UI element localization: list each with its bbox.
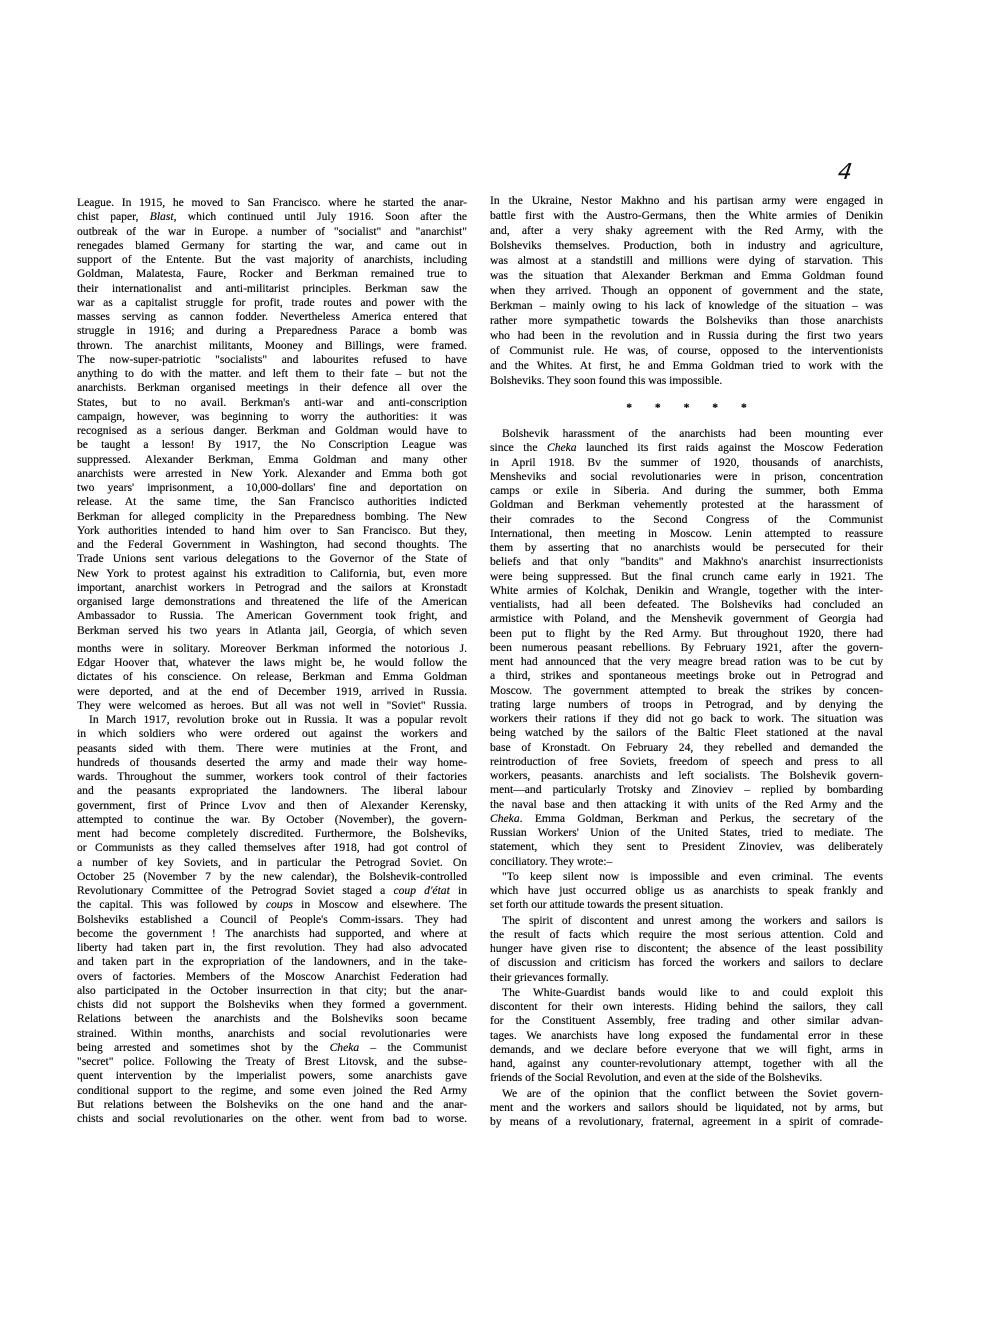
text-line: White armies of Kolchak, Denikin and Wrangle, together with the inter- [490, 583, 883, 597]
text-line: Bolshevik harassment of the anarchists had been mounting ever [502, 427, 883, 440]
text-line: League. In 1915, he moved to San Francisco. where he started the anar- [77, 196, 467, 209]
text-segment: Revolutionary Committee of the Petrograd Soviet staged a [77, 884, 394, 897]
text-line: base of Kronstadt. On February 24, they rebelled and demanded the [490, 740, 883, 754]
text-line: ment had announced that the very meagre bread ration was to be cut by [490, 655, 883, 668]
text-line: strained. Within months, anarchists and social revolutionaries were [77, 1026, 467, 1040]
text-line: and the Federal Government in Washington, had second thoughts. The [77, 538, 467, 551]
text-line: their grievances formally. [490, 970, 609, 984]
text-line: struggle in 1916; and during a Preparedness Parace a bomb was [77, 324, 467, 338]
text-line: hand, against any counter-revolutionary attempt, together with all the [490, 1057, 883, 1070]
text-line: ment—and particularly Trotsky and Zinoviev – replied by bombarding [490, 783, 883, 797]
text-line [77, 884, 467, 898]
text-line: months were in solitary. Moreover Berkman informed the notorious J. [77, 641, 467, 655]
text-line: in which soldiers who were ordered out against the workers and [77, 727, 467, 741]
text-line [490, 441, 883, 455]
paragraph [490, 193, 883, 388]
text-line: The spirit of discontent and unrest among the workers and sailors is [502, 913, 883, 927]
text-line: being watched by the sailors of the Baltic Fleet stationed at the naval [490, 726, 883, 740]
text-line: Bolsheviks established a Council of People's Comm-issars. They had [77, 912, 467, 926]
text-line: They were welcomed as heroes. But all was not well in "Soviet" Russia. [77, 698, 467, 712]
text-line: was the situation that Alexander Berkman and Emma Goldman found [490, 269, 883, 282]
text-line: attempted to continue the war. By October (November), the govern- [77, 812, 467, 826]
text-segment: – the Communist [359, 1040, 467, 1054]
text-line: armistice with Poland, and the Menshevik government of Georgia had [490, 612, 883, 626]
text-line: York authorities intended to hand him over to San Francisco. But they, [77, 523, 467, 537]
section-break-asterisks: * * * * * [626, 401, 757, 414]
text-line: release. At the same time, the San Francisco authorities indicted [77, 495, 467, 509]
text-line: October 25 (November 7 by the new calendar), the Bolshevik-controlled [77, 869, 467, 883]
text-segment: . Emma Goldman, Berkman and Perkus, the secretary of the [519, 811, 883, 825]
text-line: camps or exile in Siberia. And during the summer, both Emma [490, 484, 883, 497]
text-line: beliefs and that only "bandits" and Makhno's anarchist insurrectionists [490, 555, 883, 569]
text-line: the result of facts which require the most serious attention. Cold and [490, 927, 883, 941]
text-line: which have just occurred oblige us as anarchists to speak frankly and [490, 884, 883, 897]
text-line: when they arrived. Though an opponent of government and the state, [490, 284, 883, 297]
text-line: Edgar Hoover that, whatever the laws might be, he would follow the [77, 656, 467, 669]
text-line: States, but to no avail. Berkman's anti-war and anti-conscription [77, 395, 467, 409]
text-line: statement, which they sent to President Zinoviev, was deliberately [490, 840, 883, 854]
text-line: campaign, however, was beginning to worry the authorities: it was [77, 409, 467, 423]
handwritten-page-number: 4 [836, 160, 854, 185]
text-line: by means of a revolutionary, fraternal, agreement in a spirit of comrade- [490, 1115, 883, 1128]
italic-text: coups [265, 898, 293, 912]
text-line: the naval base and then attacking it with units of the Red Army and the [490, 797, 883, 811]
text-line: Berkman served his two years in Atlanta jail, Georgia, of which seven [77, 623, 467, 637]
text-line: demands, and we declare before everyone that we will fight, arms in [490, 1042, 883, 1056]
text-line: be taught a lesson! By 1917, the No Conscription League was [77, 438, 467, 452]
text-segment: since the [490, 441, 547, 455]
text-segment: in Moscow and elsewhere. The [292, 898, 467, 912]
text-line: "secret" police. Following the Treaty of Brest Litovsk, and the subse- [77, 1055, 467, 1068]
italic-text: Cheka [546, 441, 577, 455]
text-line: Russian Workers' Union of the United States, tried to mediate. The [490, 826, 883, 839]
text-line: war as a capitalist struggle for profit, trade routes and power with the [77, 295, 467, 309]
text-line: The now-super-patriotic "socialists" and labourites refused to have [77, 352, 467, 366]
text-line: been numerous peasant rebellions. By February 1921, after the govern- [490, 640, 883, 654]
text-line: were deported, and at the end of December 1919, arrived in Russia. [77, 684, 467, 698]
right-text-column [490, 193, 883, 1129]
text-line: suppressed. Alexander Berkman, Emma Goldman and many other [77, 452, 467, 466]
text-line: But relations between the Bolsheviks on the one hand and the anar- [77, 1097, 467, 1111]
text-line: ment had become completely discredited. Furthermore, the Bolsheviks, [77, 827, 467, 840]
text-line: and the Whites. At first, he and Emma Goldman tried to work with the [490, 359, 883, 372]
text-line: conciliatory. They wrote:– [490, 854, 613, 868]
paragraph [490, 986, 883, 1086]
text-segment: launched its first raids against the Moscow Federation [576, 441, 883, 455]
text-line: set forth our attitude towards the present situation. [490, 898, 724, 912]
text-line: or Communists as they called themselves after 1918, had got control of [77, 841, 467, 855]
text-line: Goldman, Malatesta, Faure, Rocker and Berkman remained true to [77, 267, 467, 281]
text-line: workers their rations if they did not go back to work. The situation was [490, 712, 883, 725]
text-line: masses serving as cannon fodder. Nevertheless America entered that [77, 310, 467, 323]
paragraph [77, 642, 467, 713]
text-line: New York to protest against his extradition to California, but, even more [77, 566, 467, 580]
paragraph [490, 870, 883, 913]
text-line: of Communist rule. He was, of course, opposed to the interventionists [490, 344, 883, 357]
text-line: anarchists. Berkman organised meetings in their defence all over the [77, 381, 467, 395]
text-line: overs of factories. Members of the Moscow Anarchist Federation had [77, 969, 467, 983]
text-line: International, then meeting in Moscow. Lenin attempted to reassure [490, 526, 883, 540]
text-line: outbreak of the war in Europe. a number of "socialist" and "anarchist" [77, 224, 467, 238]
text-segment: , which continued until July 1916. Soon after the [173, 210, 467, 224]
text-line: discontent for their own interests. Hiding behind the sailors, they call [490, 1000, 883, 1013]
text-line: a number of key Soviets, and in particular the Petrograd Soviet. On [77, 855, 467, 869]
text-line: thrown. The anarchist militants, Mooney and Billings, were framed. [77, 338, 467, 352]
italic-text: Cheka [490, 811, 520, 825]
text-line: their internationalist and anti-militarist principles. Berkman saw the [77, 281, 467, 295]
text-line: tages. We anarchists have long exposed the fundamental error in these [490, 1028, 883, 1042]
text-line: government, first of Prince Lvov and then of Alexander Kerensky, [77, 798, 467, 812]
text-line: a third, strikes and spontaneous meetings broke out in Petrograd and [490, 669, 883, 683]
text-line: of discussion and criticism has forced the workers and sailors to declare [490, 956, 883, 970]
paragraph [77, 713, 467, 1126]
italic-text: coup d'état [393, 884, 450, 897]
text-line: conditional support to the regime, and some even joined the Red Army [77, 1083, 467, 1097]
text-line: and the peasants expropriated the landowners. The liberal labour [77, 784, 467, 798]
text-line: and taken part in the expropriation of the landowners, and in the take- [77, 955, 467, 969]
text-line: organised large demonstrations and threatened the life of the American [77, 595, 467, 608]
text-line: peasants sided with them. There were mutinies at the Front, and [77, 741, 467, 755]
text-line: hundreds of thousands deserted the army and made their way home- [77, 755, 467, 769]
text-line: Moscow. The government attempted to break the strikes by concen- [490, 683, 883, 697]
text-line: dictates of his conscience. On release, Berkman and Emma Goldman [77, 670, 467, 684]
text-line: been put to flight by the Red Army. But throughout 1920, there had [490, 626, 883, 640]
text-line: were being suppressed. But the final crunch came early in 1921. The [490, 569, 883, 583]
text-line: recognised as a serious danger. Berkman and Goldman would have to [77, 424, 467, 437]
text-line: Trade Unions sent various delegations to the Governor of the State of [77, 552, 467, 566]
paragraph [77, 196, 467, 638]
text-line: anything to do with the matter. and left them to their fate – but not the [77, 367, 467, 380]
text-line: Bolsheviks. They soon found this was impossible. [490, 374, 723, 387]
text-line: wards. Throughout the summer, workers took control of their factories [77, 770, 467, 783]
text-line: important, anarchist workers in Petrograd and the sailors at Kronstadt [77, 580, 467, 594]
text-line: for the Constituent Assembly, free trading and other similar advan- [490, 1014, 883, 1028]
text-line: and, after a very shaky agreement with the Red Army, with the [490, 224, 883, 237]
italic-text: Cheka [329, 1040, 360, 1054]
text-line: We are of the opinion that the conflict between the Soviet govern- [502, 1086, 883, 1100]
text-line: liberty had taken part in, the first revolution. They had also advocated [77, 941, 467, 954]
text-line [490, 812, 883, 826]
text-line: In the Ukraine, Nestor Makhno and his partisan army were engaged in [490, 194, 883, 207]
text-line: two years' imprisonment, a 10,000-dollars' fine and deportation on [77, 481, 467, 494]
left-text-column [77, 196, 467, 1126]
text-line: renegades blamed Germany for starting the war, and came out in [77, 238, 467, 252]
text-line: Berkman – mainly owing to his lack of knowledge of the situation – was [490, 299, 883, 312]
text-line: Mensheviks and social revolutionaries were in prison, concentration [490, 469, 883, 483]
text-line: ment and the workers and sailors should be liquidated, not by arms, but [490, 1100, 883, 1114]
text-line: quent intervention by the imperialist powers, some anarchists gave [77, 1069, 467, 1083]
text-line: hunger have given rise to discontent; the absence of the least possibility [490, 942, 883, 955]
text-line: rather more sympathetic towards the Bolsheviks than those anarchists [490, 314, 883, 327]
text-line [77, 210, 467, 224]
text-line: Goldman and Berkman vehemently protested at the harassment of [490, 498, 883, 512]
text-line: Bolsheviks themselves. Production, both in industry and agriculture, [490, 239, 883, 252]
text-line: Berkman for alleged complicity in the Preparedness bombing. The New [77, 509, 467, 523]
text-line: Ambassador to Russia. The American Government took fright, and [77, 609, 467, 623]
text-line: was almost at a standstill and millions were dying of starvation. This [490, 254, 883, 267]
text-segment: the capital. This was followed by [77, 898, 266, 912]
text-line: In March 1917, revolution broke out in Russia. It was a popular revolt [89, 713, 467, 726]
paragraph [490, 914, 883, 985]
text-line: who had been in the revolution and in Russia during the first two years [490, 329, 883, 342]
italic-text: Blast [149, 210, 174, 224]
text-line: reintroduction of free Soviets, freedom of speech and press to all [490, 754, 883, 768]
text-line: them by asserting that no anarchists would be persecuted for their [490, 541, 883, 554]
text-line: anarchists were arrested in New York. Alexander and Emma both got [77, 466, 467, 480]
text-line: friends of the Social Revolution, and even at the side of the Bolsheviks. [490, 1071, 823, 1085]
text-line: ventialists, had all been defeated. The Bolsheviks had concluded an [490, 598, 883, 611]
text-line: workers, peasants. anarchists and left socialists. The Bolshevik govern- [490, 769, 883, 782]
text-line: support of the Entente. But the vast majority of anarchists, including [77, 253, 467, 266]
text-line: also participated in the October insurrection in that city; but the anar- [77, 983, 467, 997]
text-segment: chist paper, [77, 210, 150, 224]
text-line: in April 1918. Bv the summer of 1920, thousands of anarchists, [490, 455, 883, 469]
text-line [77, 898, 467, 912]
text-segment: being arrested and sometimes shot by the [77, 1040, 330, 1054]
text-line: become the government ! The anarchists had supported, and where at [77, 926, 467, 940]
text-line: trating large numbers of troops in Petrograd, and by denying the [490, 697, 883, 711]
text-line: chists did not support the Bolsheviks when they formed a government. [77, 998, 467, 1011]
text-line: Relations between the anarchists and the Bolsheviks soon became [77, 1012, 467, 1026]
text-line: chists and social revolutionaries on the other. went from bad to worse. [77, 1112, 467, 1125]
text-line [77, 1041, 467, 1055]
text-line: battle first with the Austro-Germans, then the White armies of Denikin [490, 209, 883, 222]
text-line: "To keep silent now is impossible and even criminal. The events [502, 869, 883, 883]
paragraph [490, 427, 883, 869]
paragraph [490, 1087, 883, 1130]
text-line: The White-Guardist bands would like to and could exploit this [502, 985, 883, 999]
text-line: their comrades to the Second Congress of the Communist [490, 512, 883, 526]
text-segment: in [449, 884, 467, 897]
